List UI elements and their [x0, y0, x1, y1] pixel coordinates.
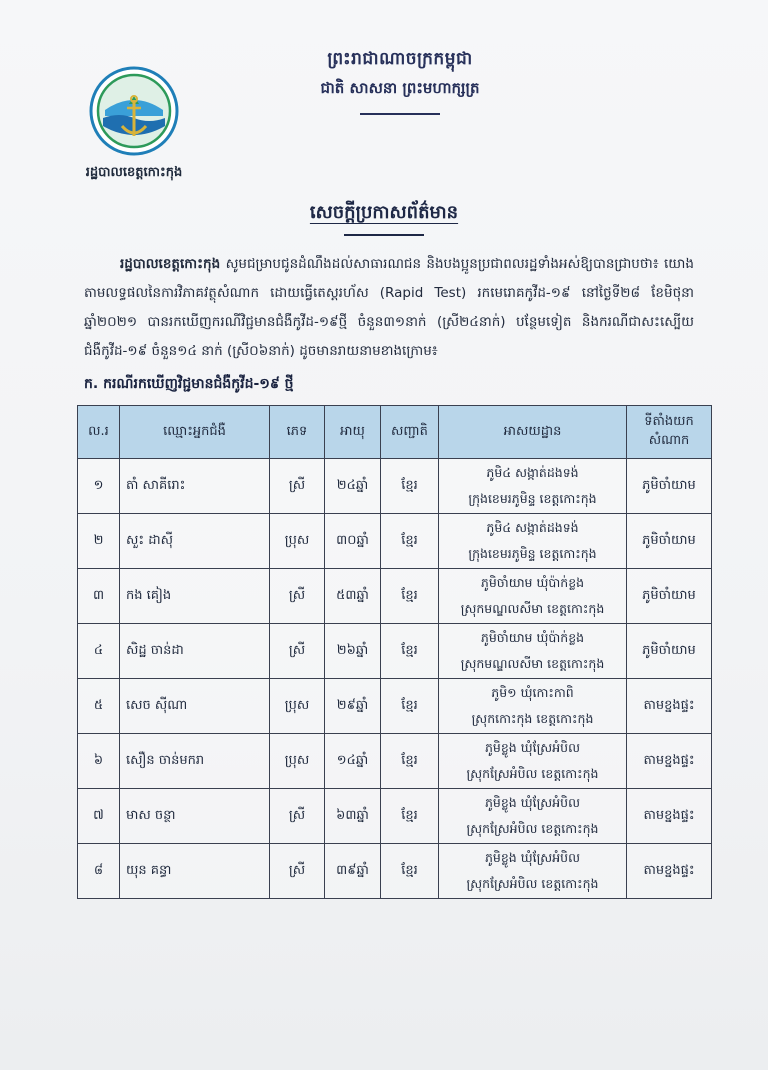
- address-line-1: ភូមិចាំយាម ឃុំប៉ាក់ខ្លង: [480, 630, 585, 645]
- cell-nationality: ខ្មែរ: [381, 734, 439, 789]
- cell-patient-name: មាស ចន្ថា: [120, 789, 270, 844]
- table-row: [78, 734, 712, 789]
- cell-sample-location: តាមខ្នងផ្ទះ: [627, 734, 712, 789]
- cell-number: ៨: [78, 844, 120, 899]
- header-nationality: សញ្ជាតិ: [381, 406, 439, 459]
- address-line-2: ស្រុកស្រែអំបិល ខេត្តកោះកុង: [466, 821, 599, 836]
- cell-age: ៦៣ឆ្នាំ: [325, 789, 381, 844]
- cell-sex: ស្រី: [270, 844, 325, 899]
- address-line-1: ភូមិខ្លូង ឃុំស្រែអំបិល: [485, 850, 580, 865]
- address-line-2: ស្រុកកោះកុង ខេត្តកោះកុង: [471, 711, 594, 726]
- cell-number: ៧: [78, 789, 120, 844]
- header-age: អាយុ: [325, 406, 381, 459]
- cell-sample-location: តាមខ្នងផ្ទះ: [627, 844, 712, 899]
- table-row: [78, 514, 712, 569]
- cell-sex: ស្រី: [270, 569, 325, 624]
- address-line-2: ស្រុកមណ្ឌលសីមា ខេត្តកោះកុង: [460, 656, 605, 671]
- address-line-1: ភូមិ៤ សង្កាត់ដងទង់: [486, 465, 579, 480]
- cell-age: ២៦ឆ្នាំ: [325, 624, 381, 679]
- cell-nationality: ខ្មែរ: [381, 679, 439, 734]
- address-line-2: ក្រុងខេមរភូមិន្ទ ខេត្តកោះកុង: [468, 546, 597, 561]
- announcement-body: [84, 250, 694, 366]
- cell-address: [439, 679, 627, 734]
- address-line-2: ស្រុកស្រែអំបិល ខេត្តកោះកុង: [466, 876, 599, 891]
- header-divider: [360, 113, 440, 115]
- cell-sample-location: តាមខ្នងផ្ទះ: [627, 789, 712, 844]
- cell-address: [439, 569, 627, 624]
- address-line-1: ភូមិខ្លូង ឃុំស្រែអំបិល: [485, 740, 580, 755]
- cell-sample-location: តាមខ្នងផ្ទះ: [627, 679, 712, 734]
- table-row: [78, 569, 712, 624]
- cell-age: ៣៩ឆ្នាំ: [325, 844, 381, 899]
- provincial-seal-logo: [89, 66, 179, 156]
- address-line-1: ភូមិខ្លូង ឃុំស្រែអំបិល: [485, 795, 580, 810]
- cell-age: ៣០ឆ្នាំ: [325, 514, 381, 569]
- cell-nationality: ខ្មែរ: [381, 569, 439, 624]
- table-row: [78, 789, 712, 844]
- cell-sex: ស្រី: [270, 459, 325, 514]
- cell-number: ៤: [78, 624, 120, 679]
- header-sex: ភេទ: [270, 406, 325, 459]
- table-row: [78, 679, 712, 734]
- cell-patient-name: សឿន ចាន់មករា: [120, 734, 270, 789]
- cell-address: [439, 789, 627, 844]
- cell-sample-location: ភូមិចាំយាម: [627, 459, 712, 514]
- cell-sample-location: ភូមិចាំយាម: [627, 624, 712, 679]
- cell-sex: ស្រី: [270, 624, 325, 679]
- cell-address: [439, 734, 627, 789]
- cell-address: [439, 514, 627, 569]
- address-line-1: ភូមិ៤ សង្កាត់ដងទង់: [486, 520, 579, 535]
- agency-name: រដ្ឋបាលខេត្តកោះកុង: [85, 165, 183, 180]
- header-patient-name: ឈ្មោះអ្នកជំងឺ: [120, 406, 270, 459]
- cell-age: ៥៣ឆ្នាំ: [325, 569, 381, 624]
- cell-number: ៣: [78, 569, 120, 624]
- cell-age: ២៤ឆ្នាំ: [325, 459, 381, 514]
- cases-table: [77, 405, 712, 899]
- cell-nationality: ខ្មែរ: [381, 789, 439, 844]
- cell-sex: ប្រុស: [270, 514, 325, 569]
- cell-patient-name: សួះ ដាស៊ី: [120, 514, 270, 569]
- address-line-2: ស្រុកមណ្ឌលសីមា ខេត្តកោះកុង: [460, 601, 605, 616]
- cell-nationality: ខ្មែរ: [381, 624, 439, 679]
- address-line-2: ស្រុកស្រែអំបិល ខេត្តកោះកុង: [466, 766, 599, 781]
- cell-number: ៥: [78, 679, 120, 734]
- table-header-row: [78, 406, 712, 459]
- body-paragraph: សូមជម្រាបជូនដំណឹងដល់សាធារណជន និងបងប្អូនប្រជាពលរដ្ឋទាំងអស់ឱ្យបានជ្រាបថា៖ យោងតាមលទ្ធផលនៃការវិភាគវត្ថុសំណាក ដោយធ្វើតេស្តរហ័ស (Rapid Test) រកមេរោគកូវីដ-១៩ នៅថ្ងៃទី២៨ ខែមិថុនា ឆ្នាំ២០២១ បានរកឃើញករណីវិជ្ជមានជំងឺកូវីដ-១៩ថ្មី ចំនួន៣១នាក់ (ស្រី២៤នាក់) បន្ថែមទៀត និងករណីជាសះស្បើយជំងឺកូវីដ-១៩ ចំនួន១៤ នាក់ (ស្រី០៦នាក់) ដូចមានរាយនាមខាងក្រោម៖: [84, 256, 695, 359]
- announcement-title: សេចក្ដីប្រកាសព័ត៌មាន: [309, 202, 459, 223]
- cell-patient-name: សេច ស៊ីណា: [120, 679, 270, 734]
- header-sample-location: ទីតាំងយកសំណាក: [627, 406, 712, 459]
- address-line-1: ភូមិចាំយាម ឃុំប៉ាក់ខ្លង: [480, 575, 585, 590]
- body-lead: រដ្ឋបាលខេត្តកោះកុង: [120, 256, 221, 272]
- cell-sex: ប្រុស: [270, 734, 325, 789]
- cell-sample-location: ភូមិចាំយាម: [627, 569, 712, 624]
- cell-nationality: ខ្មែរ: [381, 459, 439, 514]
- cell-number: ៦: [78, 734, 120, 789]
- table-row: [78, 459, 712, 514]
- header-number: ល.រ: [78, 406, 120, 459]
- cell-age: ២៩ឆ្នាំ: [325, 679, 381, 734]
- cell-sex: ស្រី: [270, 789, 325, 844]
- cell-sex: ប្រុស: [270, 679, 325, 734]
- cell-nationality: ខ្មែរ: [381, 844, 439, 899]
- cell-address: [439, 844, 627, 899]
- title-divider: [344, 234, 424, 236]
- address-line-2: ក្រុងខេមរភូមិន្ទ ខេត្តកោះកុង: [468, 491, 597, 506]
- address-line-1: ភូមិ១ ឃុំកោះកាពិ: [491, 685, 574, 700]
- table-row: [78, 844, 712, 899]
- cell-nationality: ខ្មែរ: [381, 514, 439, 569]
- section-heading: ក. ករណីរកឃើញវិជ្ជមានជំងឺកូវីដ-១៩ ថ្មី: [84, 376, 294, 392]
- cell-number: ២: [78, 514, 120, 569]
- cell-patient-name: យុន គន្ធា: [120, 844, 270, 899]
- cell-sample-location: ភូមិចាំយាម: [627, 514, 712, 569]
- cell-address: [439, 459, 627, 514]
- cell-patient-name: កង គៀង: [120, 569, 270, 624]
- kingdom-title: ព្រះរាជាណាចក្រកម្ពុជា: [327, 49, 473, 69]
- table-row: [78, 624, 712, 679]
- cell-number: ១: [78, 459, 120, 514]
- cell-patient-name: សិដ្ឋ ចាន់ដា: [120, 624, 270, 679]
- cell-age: ១៤ឆ្នាំ: [325, 734, 381, 789]
- header-address: អាសយដ្ឋាន: [439, 406, 627, 459]
- national-motto: ជាតិ សាសនា ព្រះមហាក្សត្រ: [320, 79, 480, 97]
- national-header: [250, 48, 550, 115]
- agency-block: [74, 66, 194, 183]
- cell-patient-name: តាំ សាគីរោះ: [120, 459, 270, 514]
- cell-address: [439, 624, 627, 679]
